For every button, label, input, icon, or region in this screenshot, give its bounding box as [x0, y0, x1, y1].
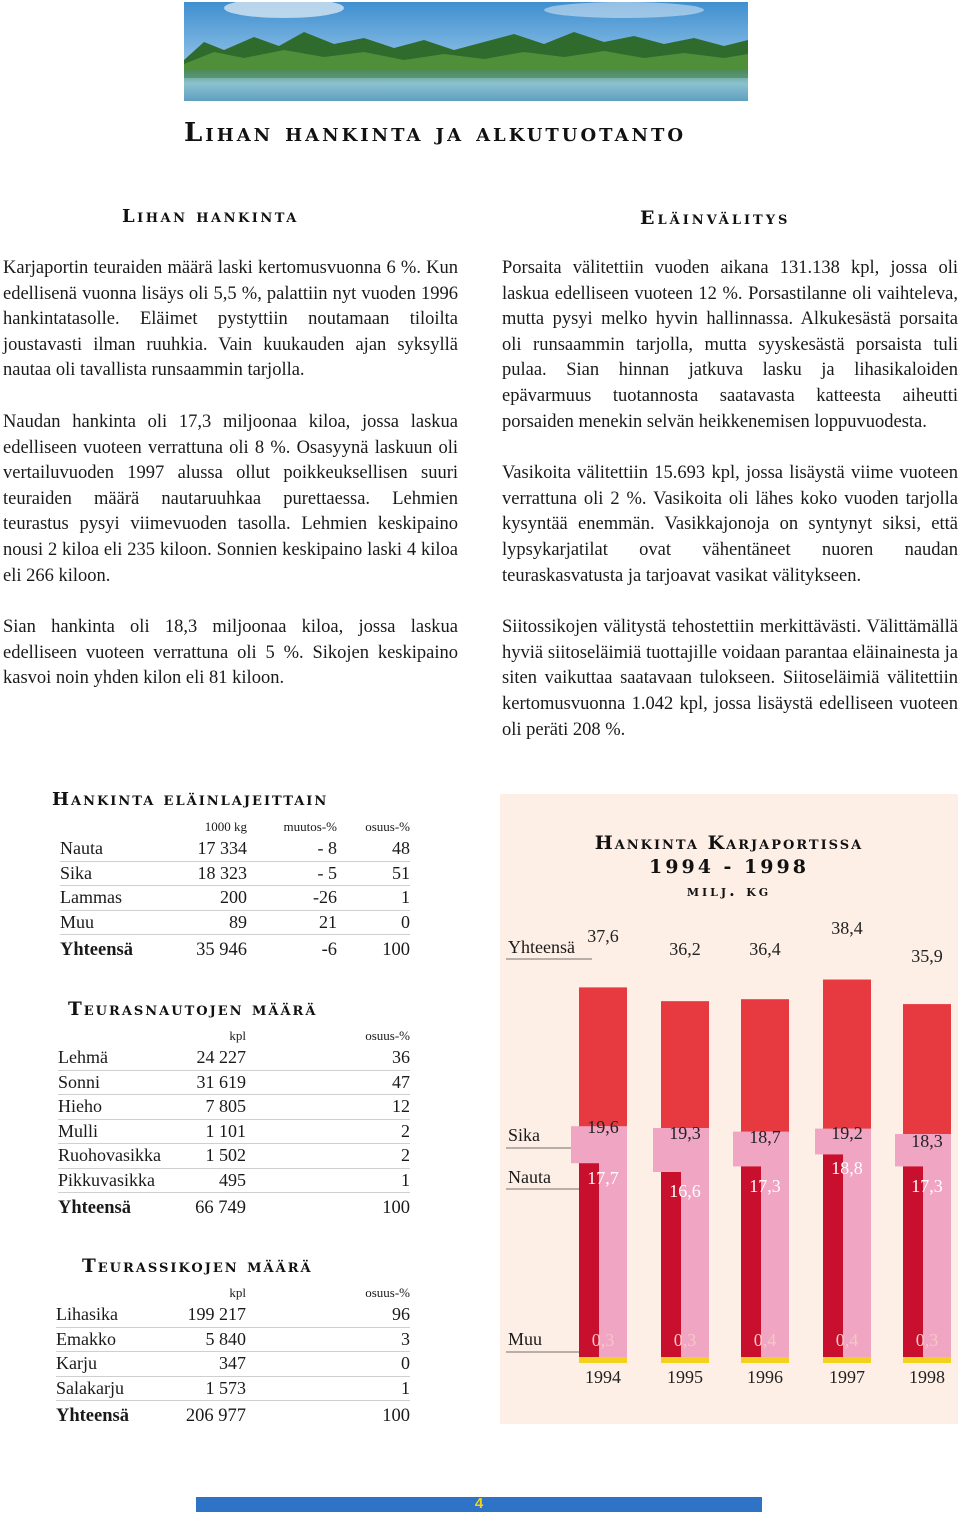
- row-label: Lihasika: [56, 1303, 176, 1327]
- cell: 1 101: [178, 1119, 246, 1144]
- year-label: 1995: [667, 1367, 703, 1387]
- header-cell: [60, 817, 155, 837]
- bar-muu: [741, 1357, 789, 1363]
- table-row: [58, 1046, 410, 1070]
- cell: 17 334: [155, 837, 247, 861]
- sika-value-label: 19,3: [669, 1123, 701, 1143]
- sika-value-label: 18,3: [911, 1131, 943, 1151]
- page-number: 4: [474, 1495, 484, 1512]
- row-label: Yhteensä: [56, 1401, 176, 1432]
- chart-subtitle: 1994 - 1998: [649, 856, 809, 878]
- row-label: Mulli: [58, 1119, 178, 1144]
- row-label: Salakarju: [56, 1376, 176, 1401]
- chart-title: Hankinta Karjaportissa: [594, 832, 864, 854]
- nauta-value-label: 17,7: [587, 1168, 619, 1188]
- table-row: [58, 1119, 410, 1144]
- header-cell: osuus-%: [365, 819, 410, 834]
- cell: 89: [155, 910, 247, 935]
- cell: 48: [337, 837, 410, 861]
- cell: 24 227: [178, 1046, 246, 1070]
- bar-muu: [903, 1357, 951, 1363]
- cell: 100: [246, 1401, 410, 1432]
- table-row: [58, 1144, 410, 1169]
- bar-muu: [579, 1357, 627, 1363]
- cell: 35 946: [155, 935, 247, 966]
- cell: 21: [247, 910, 337, 935]
- paragraph: Siitossikojen välitystä tehostettiin merkittävästi. Välittämällä hyviä siitoseläimiä tuottajille voidaan parantaa eläinainesta ja siten vaikuttaa saatavaan tulokseen. Siitoseläimiä välitettiin kertomusvuonna 1.042 kpl, jossa lisäystä edelliseen vuoteen oli peräti 208 %.: [502, 617, 958, 740]
- table-row: [60, 837, 410, 861]
- year-label: 1994: [585, 1367, 621, 1387]
- cell: 0: [246, 1352, 410, 1377]
- table-row: [56, 1303, 410, 1327]
- row-label: Yhteensä: [60, 935, 155, 966]
- bar-sika-overlay: [923, 1134, 951, 1357]
- cell: 5 840: [176, 1327, 246, 1352]
- cell: 1: [337, 886, 410, 911]
- cell: 96: [246, 1303, 410, 1327]
- cell: 3: [246, 1327, 410, 1352]
- year-label: 1997: [829, 1367, 865, 1387]
- table-row: [60, 910, 410, 935]
- row-label: Ruohovasikka: [58, 1144, 178, 1169]
- cell: 2: [246, 1144, 410, 1169]
- header-cell: kpl: [229, 1285, 246, 1300]
- header-cell: osuus-%: [365, 1028, 410, 1043]
- header-cell: muutos-%: [283, 819, 337, 834]
- cell: 12: [246, 1095, 410, 1120]
- row-label: Lehmä: [58, 1046, 178, 1070]
- paragraph: Vasikoita välitettiin 15.693 kpl, jossa lisäystä viime vuoteen verrattuna oli 2 %. Vasikoita oli lähes koko vuoden tarjolla kysyntää enemmän. Vasikkajonoja on syntynyt siksi, että lypsykarjatilat ovat vähentäneet nuoren naudan teuraskasvatusta ja tarjoavat vasikat välitykseen.: [502, 463, 958, 586]
- table-row: [60, 861, 410, 886]
- cell: - 8: [247, 837, 337, 861]
- cell: - 5: [247, 861, 337, 886]
- cell: 100: [246, 1193, 410, 1224]
- cell: 1: [246, 1376, 410, 1401]
- section-heading-elainvalitys: Eläinvälitys: [640, 207, 791, 229]
- row-label: Karju: [56, 1352, 176, 1377]
- row-label-nauta: Nauta: [508, 1167, 551, 1187]
- header-cell: 1000 kg: [204, 819, 247, 834]
- cell: 200: [155, 886, 247, 911]
- cell: 2: [246, 1119, 410, 1144]
- header-cell: osuus-%: [365, 1285, 410, 1300]
- cell: 66 749: [178, 1193, 246, 1224]
- cell: -6: [247, 935, 337, 966]
- row-label: Sonni: [58, 1070, 178, 1095]
- left-column-text: [3, 256, 458, 718]
- row-label: Muu: [60, 910, 155, 935]
- table-row: [58, 1168, 410, 1193]
- table-row: [56, 1376, 410, 1401]
- cell: 347: [176, 1352, 246, 1377]
- muu-value-label: 0,3: [915, 1330, 939, 1350]
- cell: 100: [337, 935, 410, 966]
- sika-value-label: 19,2: [831, 1123, 863, 1143]
- header-landscape-photo: [184, 2, 748, 101]
- table-teurasnautojen-maara: [58, 1026, 410, 1223]
- cell: 1 502: [178, 1144, 246, 1169]
- table-row: [58, 1070, 410, 1095]
- table-title-teurassikojen-maara: Teurassikojen määrä: [82, 1256, 313, 1277]
- chart-unit: milj. kg: [686, 881, 772, 900]
- header-cell: [56, 1283, 176, 1303]
- row-label: Lammas: [60, 886, 155, 911]
- total-value-label: 38,4: [831, 918, 863, 938]
- cell: 36: [246, 1046, 410, 1070]
- muu-value-label: 0,3: [673, 1330, 697, 1350]
- nauta-value-label: 17,3: [749, 1176, 781, 1196]
- cell: 51: [337, 861, 410, 886]
- sika-value-label: 18,7: [749, 1127, 781, 1147]
- table-teurassikojen-maara: [56, 1283, 410, 1431]
- nauta-value-label: 18,8: [831, 1158, 863, 1178]
- table-total-row: [60, 935, 410, 966]
- total-value-label: 36,2: [669, 939, 701, 959]
- chart-bars-svg: [500, 794, 958, 1424]
- row-label: Hieho: [58, 1095, 178, 1120]
- row-label-total: Yhteensä: [508, 937, 575, 957]
- row-label: Emakko: [56, 1327, 176, 1352]
- table-elainlajeittain: [60, 817, 410, 965]
- row-label: Yhteensä: [58, 1193, 178, 1224]
- cell: 1 573: [176, 1376, 246, 1401]
- paragraph: Naudan hankinta oli 17,3 miljoonaa kiloa, jossa laskua edelliseen vuoteen verrattuna oli 8 %. Osasyynä laskuun oli vertailuvuoden 1997 alussa ollut poikkeuksellisen suuri teuraiden määrä nautaruuhkaa purettaessa. Lehmien teurastus pysyi viimevuoden tasolla. Lehmien keskipaino nousi 2 kiloa eli 235 kiloon. Sonnien keskipaino laski 4 kiloa eli 266 kiloon.: [3, 411, 458, 586]
- cell: 206 977: [176, 1401, 246, 1432]
- cell: 0: [337, 910, 410, 935]
- muu-value-label: 0,3: [591, 1330, 615, 1350]
- table-title-teurasnautojen-maara: Teurasnautojen määrä: [68, 999, 318, 1020]
- paragraph: Porsaita välitettiin vuoden aikana 131.138 kpl, jossa oli laskua edelliseen vuoteen 12 %. Porsastilanne oli vaihteleva, mutta pysyi melko hyvin hallinnassa. Alkukesästä porsaita oli runsaammin tarjolla, mutta syyskesästä porsaista tuli pulaa. Sian hinnan jatkuva lasku ja lihasikaloiden epävarmuus tuotannosta saatavasta katteesta aiheutti porsaiden menekin selvän heikkenemisen loppuvuodesta.: [502, 258, 958, 432]
- table-total-row: [56, 1401, 410, 1432]
- cell: 495: [178, 1168, 246, 1193]
- table-row: [58, 1095, 410, 1120]
- cell: 31 619: [178, 1070, 246, 1095]
- header-cell: [58, 1026, 178, 1046]
- row-label-sika: Sika: [508, 1125, 541, 1145]
- year-label: 1998: [909, 1367, 945, 1387]
- section-heading-lihan-hankinta: Lihan hankinta: [122, 206, 299, 227]
- total-value-label: 35,9: [911, 946, 943, 966]
- row-label: Nauta: [60, 837, 155, 861]
- cell: 47: [246, 1070, 410, 1095]
- table-row: [60, 886, 410, 911]
- chart-panel: [500, 794, 958, 1424]
- row-label: Sika: [60, 861, 155, 886]
- page-title: Lihan hankinta ja alkutuotanto: [184, 118, 687, 148]
- table-total-row: [58, 1193, 410, 1224]
- cell: 7 805: [178, 1095, 246, 1120]
- row-label-muu: Muu: [508, 1329, 543, 1349]
- row-label: Pikkuvasikka: [58, 1168, 178, 1193]
- table-title-elainlajeittain: Hankinta eläinlajeittain: [52, 789, 329, 810]
- total-value-label: 37,6: [587, 926, 619, 946]
- table-row: [56, 1352, 410, 1377]
- cell: 18 323: [155, 861, 247, 886]
- table-row: [56, 1327, 410, 1352]
- year-label: 1996: [747, 1367, 783, 1387]
- muu-value-label: 0,4: [753, 1330, 777, 1350]
- cell: 1: [246, 1168, 410, 1193]
- paragraph: Karjaportin teuraiden määrä laski kertomusvuonna 6 %. Kun edellisenä vuonna lisäys oli 5,5 %, palattiin nyt vuoden 1996 hankintatasolle. Eläimet pystyttiin noutamaan tiloilta joustavasti ilman ruuhkia. Vain kuukauden ajan syksyllä nautaa oli tavallista runsaammin tarjolla.: [3, 258, 458, 381]
- total-value-label: 36,4: [749, 939, 781, 959]
- sika-value-label: 19,6: [587, 1117, 619, 1137]
- nauta-value-label: 17,3: [911, 1176, 943, 1196]
- bar-muu: [823, 1357, 871, 1363]
- nauta-value-label: 16,6: [669, 1181, 701, 1201]
- cell: 199 217: [176, 1303, 246, 1327]
- right-column-text: [502, 256, 958, 769]
- paragraph: Sian hankinta oli 18,3 miljoonaa kiloa, jossa laskua edelliseen vuoteen verrattuna oli 5 %. Sikojen keskipaino kasvoi noin yhden kilon eli 81 kiloon.: [3, 617, 458, 689]
- bar-muu: [661, 1357, 709, 1363]
- cell: -26: [247, 886, 337, 911]
- header-cell: kpl: [229, 1028, 246, 1043]
- muu-value-label: 0,4: [835, 1330, 859, 1350]
